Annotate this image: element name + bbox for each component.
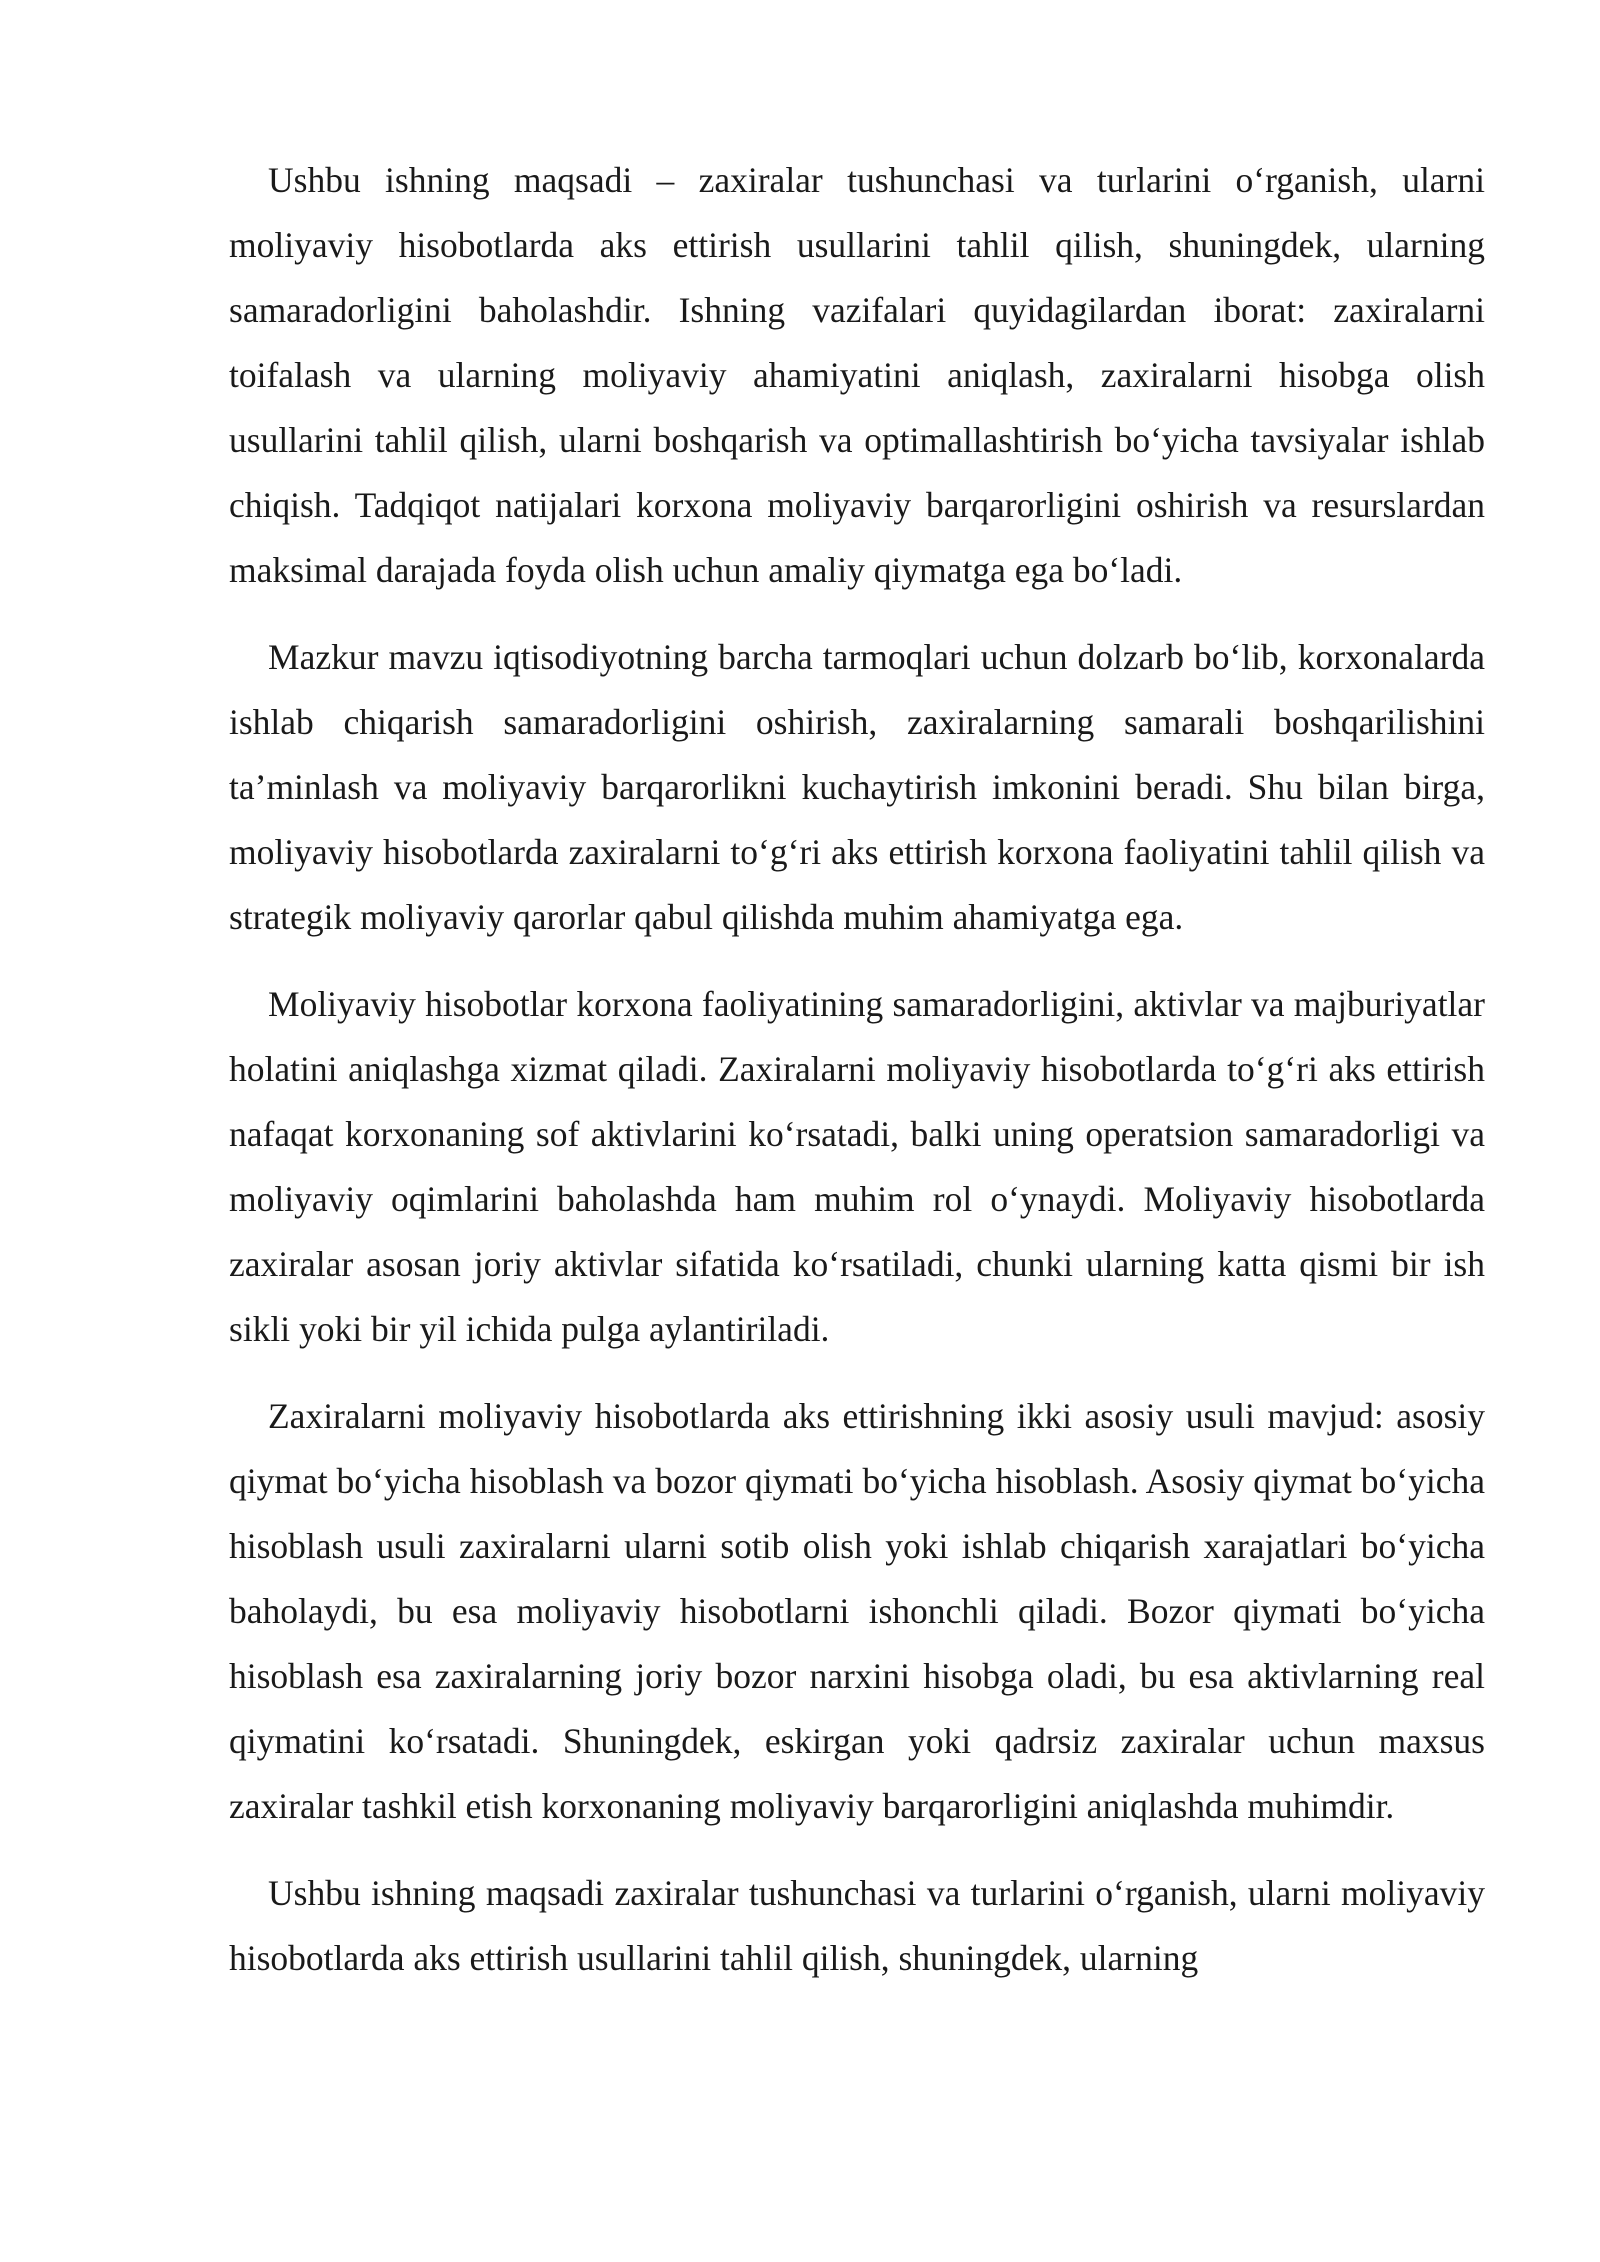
paragraph: Moliyaviy hisobotlar korxona faoliyatining samaradorligini, aktivlar va majburiyatlar holatini aniqlashga xizmat qiladi. Zaxiralarni moliyaviy hisobotlarda to‘g‘ri aks ettirish nafaqat korxonaning sof aktivlarini ko‘rsatadi, balki uning operatsion samaradorligi va moliyaviy oqimlarini baholashda ham muhim rol o‘ynaydi. Moliyaviy hisobotlarda zaxiralar asosan joriy aktivlar sifatida ko‘rsatiladi, chunki ularning katta qismi bir ish sikli yoki bir yil ichida pulga aylantiriladi. [229, 984, 1485, 1349]
paragraph: Mazkur mavzu iqtisodiyotning barcha tarmoqlari uchun dolzarb bo‘lib, korxonalarda ishlab chiqarish samaradorligini oshirish, zaxiralarning samarali boshqarilishini ta’minlash va moliyaviy barqarorlikni kuchaytirish imkonini beradi. Shu bilan birga, moliyaviy hisobotlarda zaxiralarni to‘g‘ri aks ettirish korxona faoliyatini tahlil qilish va strategik moliyaviy qarorlar qabul qilishda muhim ahamiyatga ega. [229, 637, 1485, 937]
paragraph: Ushbu ishning maqsadi zaxiralar tushunchasi va turlarini o‘rganish, ularni moliyaviy hisobotlarda aks ettirish usullarini tahlil qilish, shuningdek, ularning [229, 1873, 1485, 1978]
paragraph: Ushbu ishning maqsadi – zaxiralar tushunchasi va turlarini o‘rganish, ularni moliyaviy hisobotlarda aks ettirish usullarini tahlil qilish, shuningdek, ularning samaradorligini baholashdir. Ishning vazifalari quyidagilardan iborat: zaxiralarni toifalash va ularning moliyaviy ahamiyatini aniqlash, zaxiralarni hisobga olish usullarini tahlil qilish, ularni boshqarish va optimallashtirish bo‘yicha tavsiyalar ishlab chiqish. Tadqiqot natijalari korxona moliyaviy barqarorligini oshirish va resurslardan maksimal darajada foyda olish uchun amaliy qiymatga ega bo‘ladi. [229, 160, 1485, 590]
document-body [229, 148, 1485, 2013]
paragraph: Zaxiralarni moliyaviy hisobotlarda aks ettirishning ikki asosiy usuli mavjud: asosiy qiymat bo‘yicha hisoblash va bozor qiymati bo‘yicha hisoblash. Asosiy qiymat bo‘yicha hisoblash usuli zaxiralarni ularni sotib olish yoki ishlab chiqarish xarajatlari bo‘yicha baholaydi, bu esa moliyaviy hisobotlarni ishonchli qiladi. Bozor qiymati bo‘yicha hisoblash esa zaxiralarning joriy bozor narxini hisobga oladi, bu esa aktivlarning real qiymatini ko‘rsatadi. Shuningdek, eskirgan yoki qadrsiz zaxiralar uchun maxsus zaxiralar tashkil etish korxonaning moliyaviy barqarorligini aniqlashda muhimdir. [229, 1396, 1485, 1826]
